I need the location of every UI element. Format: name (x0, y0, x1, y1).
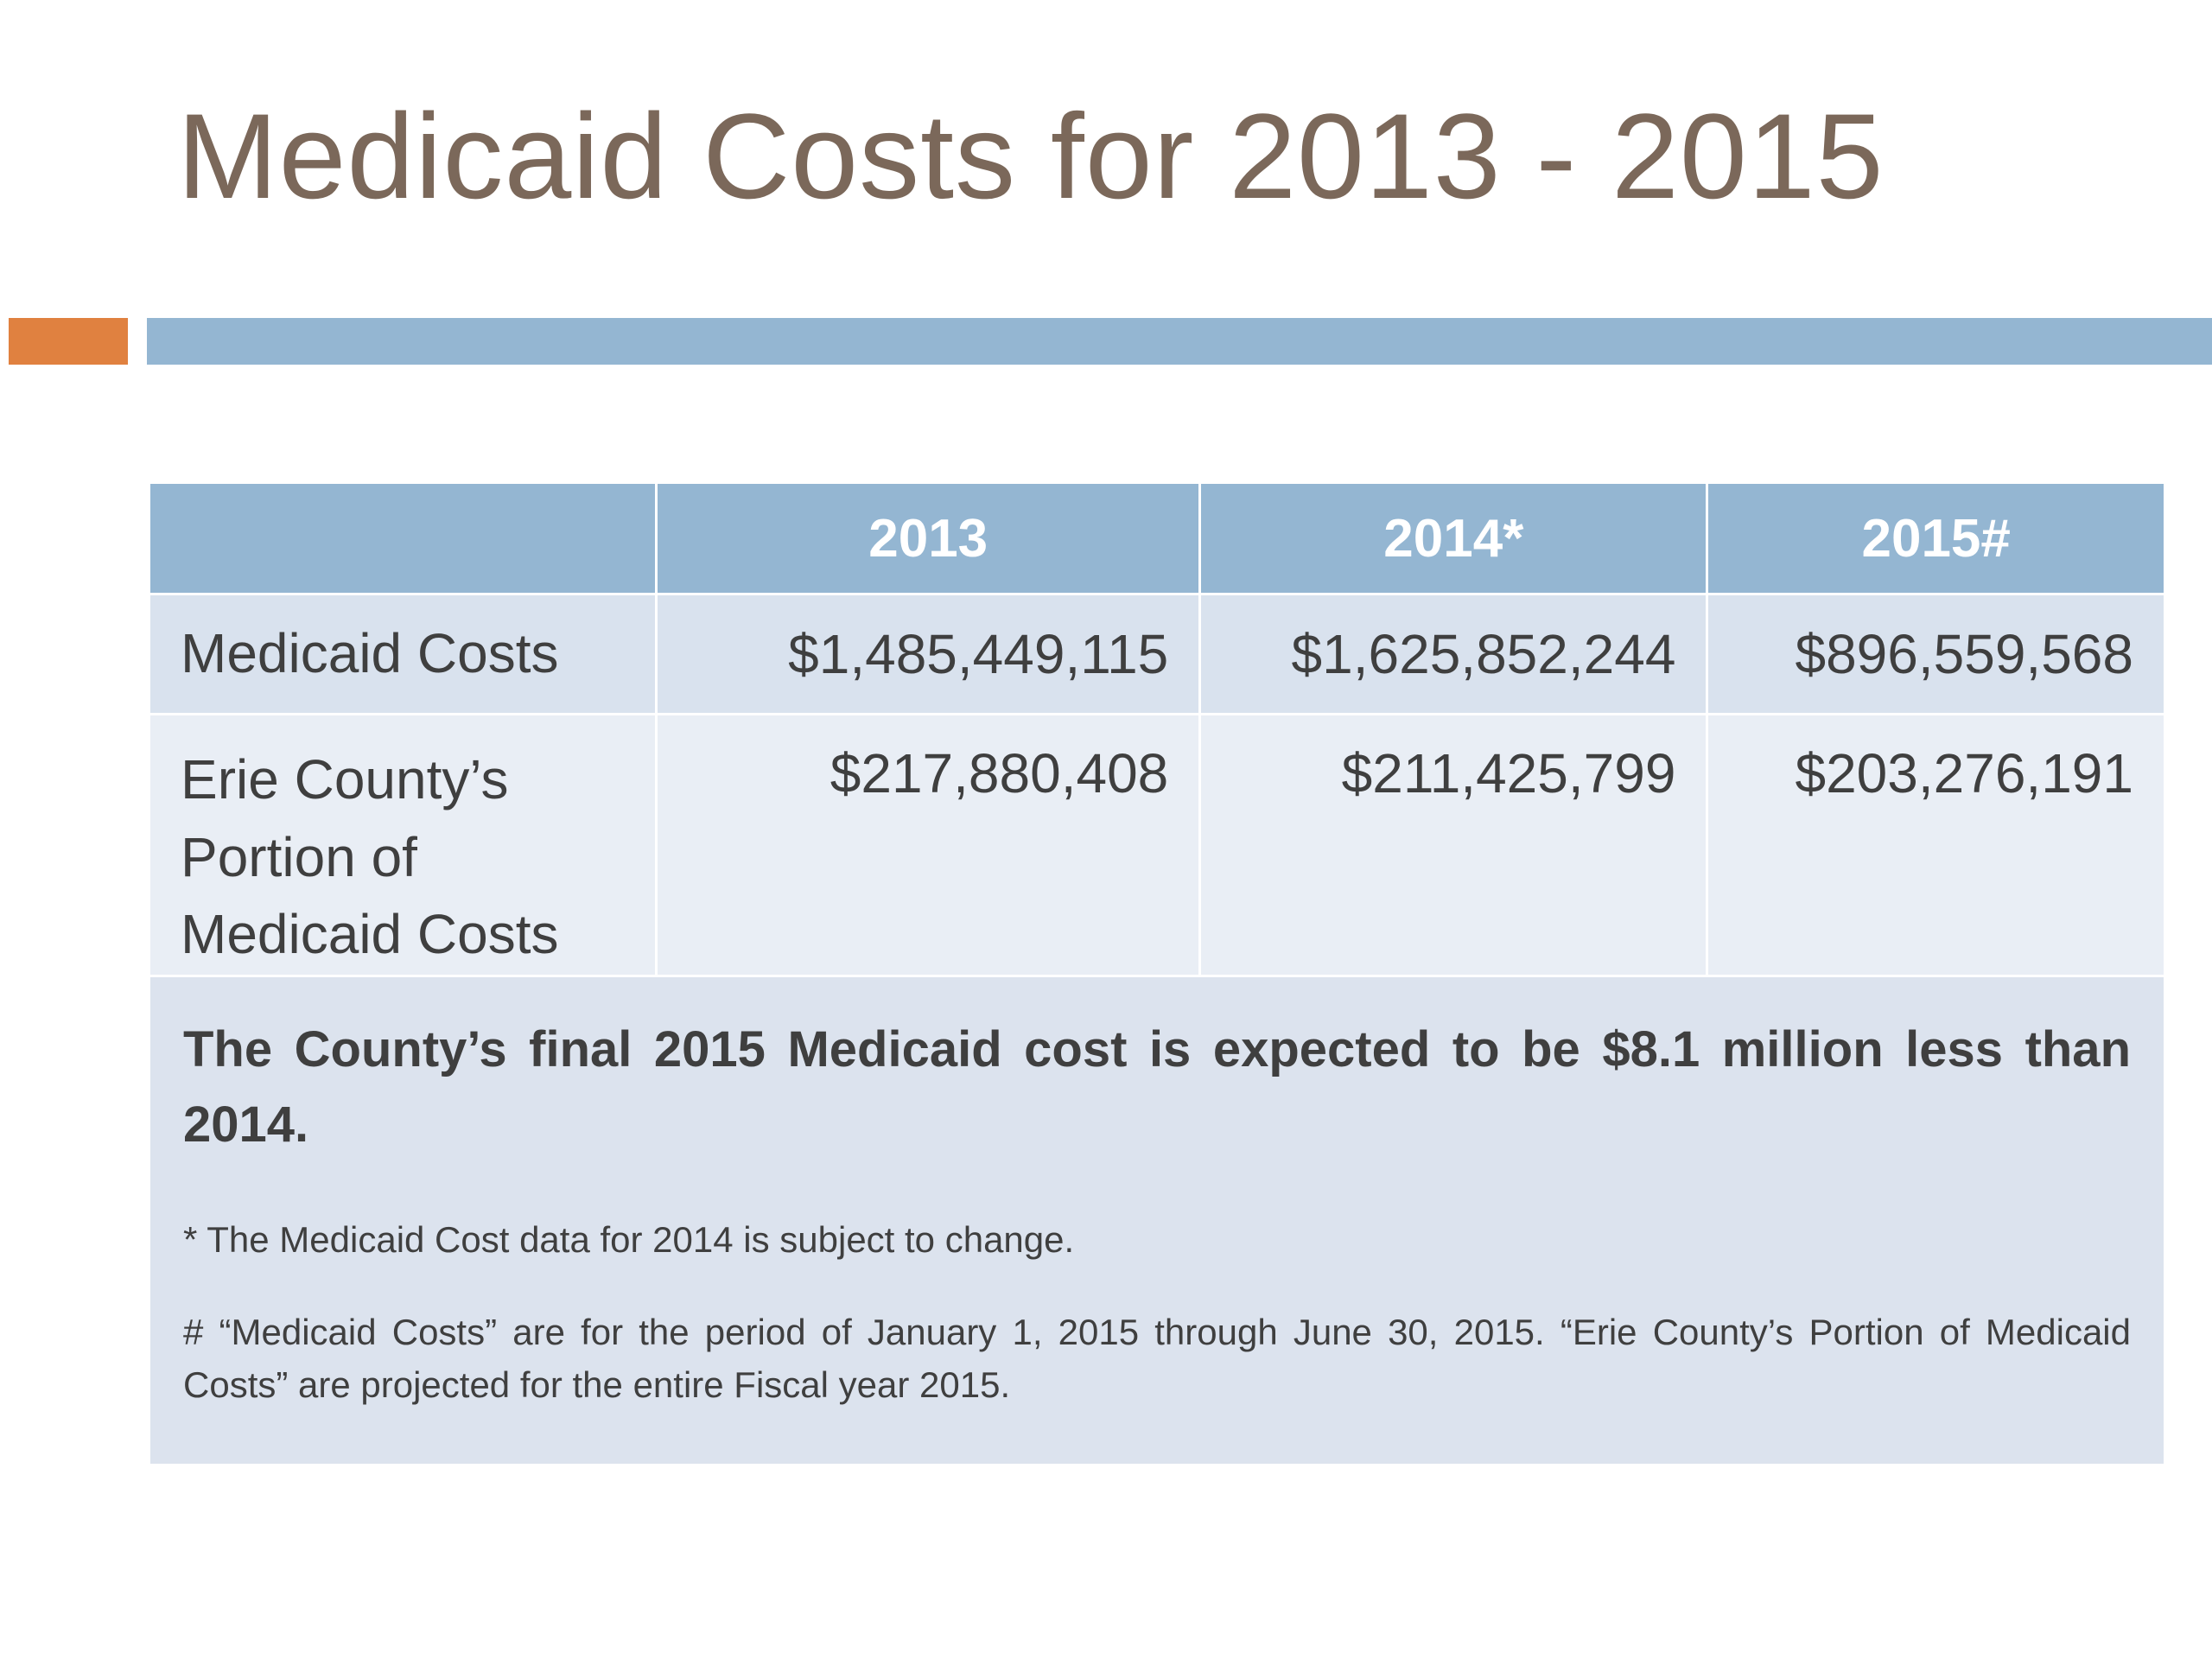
erie-portion-2015-value: $203,276,191 (1795, 742, 2133, 804)
col-header-2015: 2015# (1861, 508, 2011, 569)
medicaid-costs-table (150, 484, 2164, 1464)
summary-and-footnotes-block (150, 975, 2164, 1464)
col-header-2013: 2013 (658, 484, 1201, 593)
medicaid-costs-2014-value: $1,625,852,244 (1201, 595, 1708, 713)
slide-title: Medicaid Costs for 2013 - 2015 (177, 88, 1885, 224)
erie-portion-2013-value: $217,880,408 (658, 715, 1201, 975)
row-label-medicaid-costs: Medicaid Costs (150, 595, 658, 713)
row-label-erie-county-portion: Erie County’s Portion of Medicaid Costs (150, 715, 658, 975)
erie-portion-2014-value: $211,425,799 (1201, 715, 1708, 975)
header-corner-cell (150, 484, 658, 593)
summary-statement: The County’s final 2015 Medicaid cost is expected to be $8.1 million less than 2014. (183, 1021, 2131, 1153)
accent-band (0, 318, 2212, 365)
medicaid-costs-2013-value: $1,485,449,115 (658, 595, 1201, 713)
footnote-2015-hash: # “Medicaid Costs” are for the period of January 1, 2015 through June 30, 2015. “Erie County’s Portion of Medicaid Costs” are projected for the entire Fiscal year 2015. (183, 1311, 2131, 1405)
footnote-2014-asterisk: * The Medicaid Cost data for 2014 is subject to change. (183, 1219, 1075, 1260)
medicaid-costs-2015-value: $896,559,568 (1795, 623, 2133, 685)
accent-blue-bar (147, 318, 2212, 365)
table-row-medicaid-costs (150, 593, 2164, 713)
table-header-row (150, 484, 2164, 593)
table-row-erie-county-portion (150, 713, 2164, 975)
accent-orange-block (9, 318, 128, 365)
col-header-2014: 2014* (1201, 484, 1708, 593)
